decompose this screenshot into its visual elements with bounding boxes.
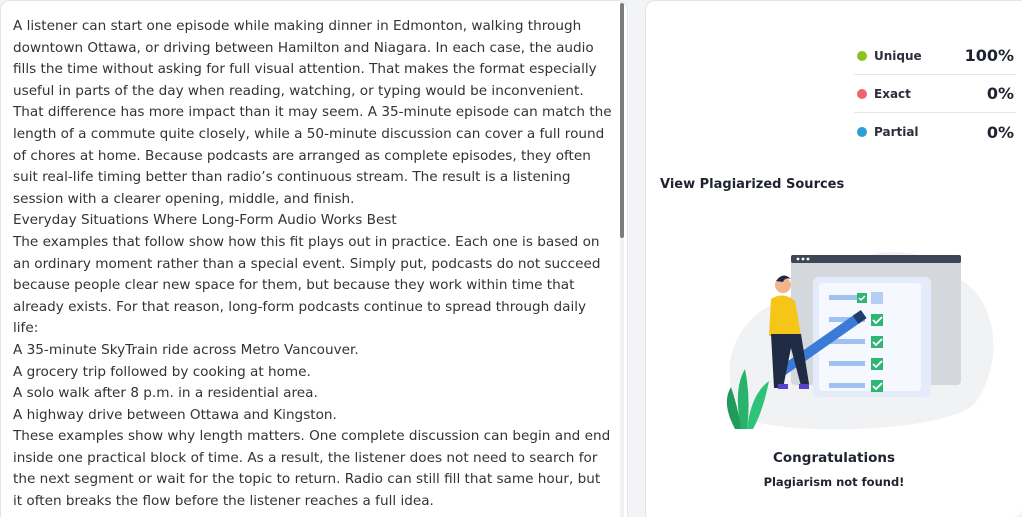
view-plagiarized-sources-heading: View Plagiarized Sources [660,177,845,192]
stat-value: 100% [964,46,1014,65]
stat-label: Unique [874,48,922,63]
section-heading: Everyday Situations Where Long-Form Audio Works Best [13,212,397,229]
result-stats [854,37,1016,151]
paragraph-intro: A listener can start one episode while making dinner in Edmonton, walking through downtown Ottawa, or driving between Hamilton and Niagara. In each case, the audio fills the time without asking for full visual attention. That makes the format especially useful in parts of the day when reading, watching, or typing would be inconvenient. That difference has more impact than it may seem. A 35-minute episode can match the length of a commute quite closely, while a 50-minute discussion can cover a full round of chores at home. Because podcasts are arranged as complete episodes, they often suit real-life timing better than radio’s continuous stream. The result is a listening session with a clearer opening, middle, and finish. [13,18,612,207]
paragraph-examples: The examples that follow show how this fit plays out in practice. Each one is based on an ordinary moment rather than a special event. Simply put, podcasts do not succeed because people clear new space for them, but because they work within time that already exists. For that reason, long-form podcasts continue to spread through daily life: [13,233,601,337]
plagiarism-not-found-text: Plagiarism not found! [763,475,905,489]
list-item: A solo walk after 8 p.m. in a residential area. [13,385,318,402]
results-panel [645,0,1022,517]
list-item: A highway drive between Ottawa and Kingston. [13,406,337,423]
paragraph-conclusion: These examples show why length matters. One complete discussion can begin and end inside one practical block of time. As a result, the listener does not need to search for the next segment or wait for the topic to return. Radio can still fill that same hour, but it often breaks the flow before the listener reaches a full idea. [13,428,611,510]
stat-value: 0% [986,84,1014,103]
stat-exact [854,75,1016,113]
congratulations-heading: Congratulations [772,450,896,466]
stat-partial [854,113,1016,151]
exact-dot-icon [857,89,867,99]
stat-label: Exact [874,86,911,101]
partial-dot-icon [857,127,867,137]
list-item: A grocery trip followed by cooking at home. [13,363,311,380]
stat-unique [854,37,1016,75]
checklist-illustration-icon [721,237,1001,433]
scrollbar-thumb[interactable] [620,3,624,238]
list-item: A 35-minute SkyTrain ride across Metro Vancouver. [13,341,359,358]
unique-dot-icon [857,51,867,61]
stat-value: 0% [986,122,1014,142]
document-text[interactable] [13,16,613,513]
stat-label: Partial [874,125,919,139]
